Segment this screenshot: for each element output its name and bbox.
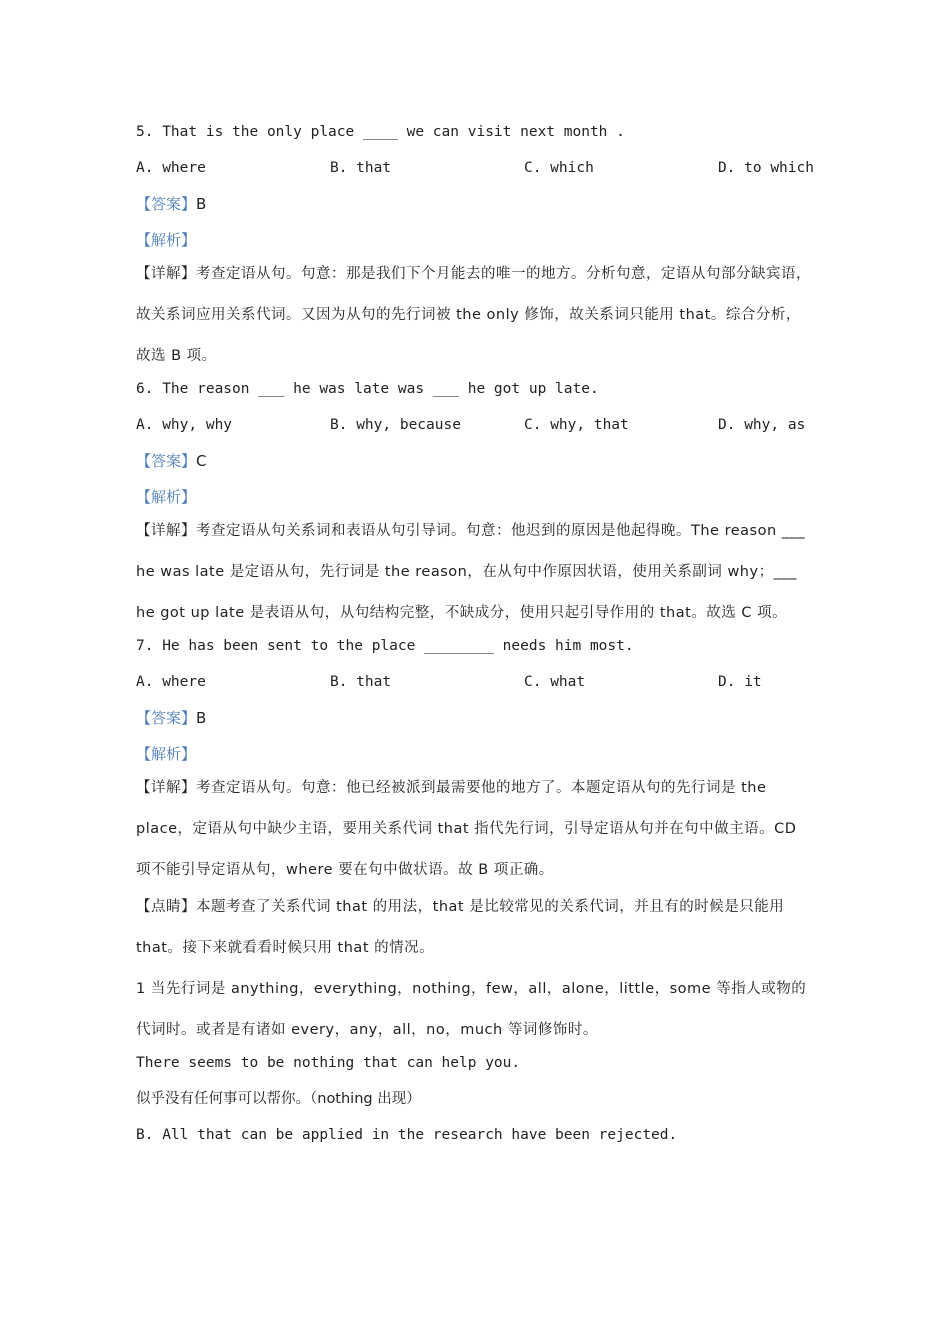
example-english: There seems to be nothing that can help you. bbox=[136, 1055, 521, 1071]
option-d: D. it bbox=[718, 674, 762, 690]
example-b: B. All that can be applied in the research have been rejected. bbox=[136, 1127, 678, 1143]
analysis-label: 【解析】 bbox=[136, 745, 197, 763]
option-a: A. where bbox=[136, 160, 206, 176]
answer-line bbox=[136, 451, 814, 487]
question-stem: 7. He has been sent to the place ________ needs him most. bbox=[136, 638, 634, 654]
options-row bbox=[136, 415, 814, 451]
option-c: C. what bbox=[524, 674, 586, 690]
question-7 bbox=[136, 636, 814, 891]
answer-value: B bbox=[196, 709, 207, 727]
answer-label: 【答案】 bbox=[136, 709, 197, 727]
answer-line bbox=[136, 708, 814, 744]
answer-line bbox=[136, 194, 814, 230]
options-row bbox=[136, 672, 814, 708]
option-c: C. why, that bbox=[524, 417, 629, 433]
tip-paragraph: 【点睛】本题考查了关系代词 that 的用法，that 是比较常见的关系代词，并且有的时候是只能用 that。接下来就看看时候只用 that 的情况。 bbox=[136, 899, 785, 956]
answer-value: C bbox=[196, 452, 207, 470]
options-row bbox=[136, 158, 814, 194]
detail-paragraph: 【详解】考查定语从句。句意：他已经被派到最需要他的地方了。本题定语从句的先行词是 the place，定语从句中缺少主语，要用关系代词 that 指代先行词，引导定语从句并在句中做主语。CD 项不能引导定语从句，where 要在句中做状语。故 B 项正确。 bbox=[136, 780, 797, 878]
option-c: C. which bbox=[523, 160, 594, 176]
answer-value: B bbox=[196, 195, 207, 213]
question-6 bbox=[136, 379, 814, 634]
answer-label: 【答案】 bbox=[136, 195, 197, 213]
detail-paragraph: 【详解】考查定语从句。句意：那是我们下个月能去的唯一的地方。分析句意，定语从句部分缺宾语，故关系词应用关系代词。又因为从句的先行词被 the only 修饰，故关系词只能用 that。综合分析，故选 B 项。 bbox=[136, 266, 811, 364]
option-b: B. that bbox=[330, 674, 392, 690]
detail-paragraph: 【详解】考查定语从句关系词和表语从句引导词。句意：他迟到的原因是他起得晚。The reason ___ he was late 是定语从句，先行词是 the reason，在从句中作原因状语，使用关系副词 why；___ he got up late 是表语从句，从句结构完整，不缺成分，使用只起引导作用的 that。故选 C 项。 bbox=[136, 523, 805, 621]
document-page bbox=[136, 122, 814, 1161]
option-b: B. why, because bbox=[330, 417, 461, 433]
option-d: D. to which bbox=[717, 160, 814, 176]
answer-label: 【答案】 bbox=[136, 452, 197, 470]
question-stem: 5. That is the only place ____ we can visit next month . bbox=[136, 124, 625, 140]
option-d: D. why, as bbox=[718, 417, 806, 433]
rule-paragraph: 1 当先行词是 anything，everything，nothing，few，all，alone，little，some 等指人或物的代词时。或者是有诸如 every，any，all，no，much 等词修饰时。 bbox=[136, 981, 807, 1038]
analysis-label: 【解析】 bbox=[136, 231, 197, 249]
option-b: B. that bbox=[329, 160, 392, 176]
option-a: A. why, why bbox=[136, 417, 233, 433]
question-5 bbox=[136, 122, 814, 377]
example-chinese: 似乎没有任何事可以帮你。（nothing 出现） bbox=[136, 1091, 421, 1107]
analysis-label: 【解析】 bbox=[136, 488, 197, 506]
question-stem: 6. The reason ___ he was late was ___ he got up late. bbox=[136, 381, 599, 397]
option-a: A. where bbox=[136, 674, 206, 690]
